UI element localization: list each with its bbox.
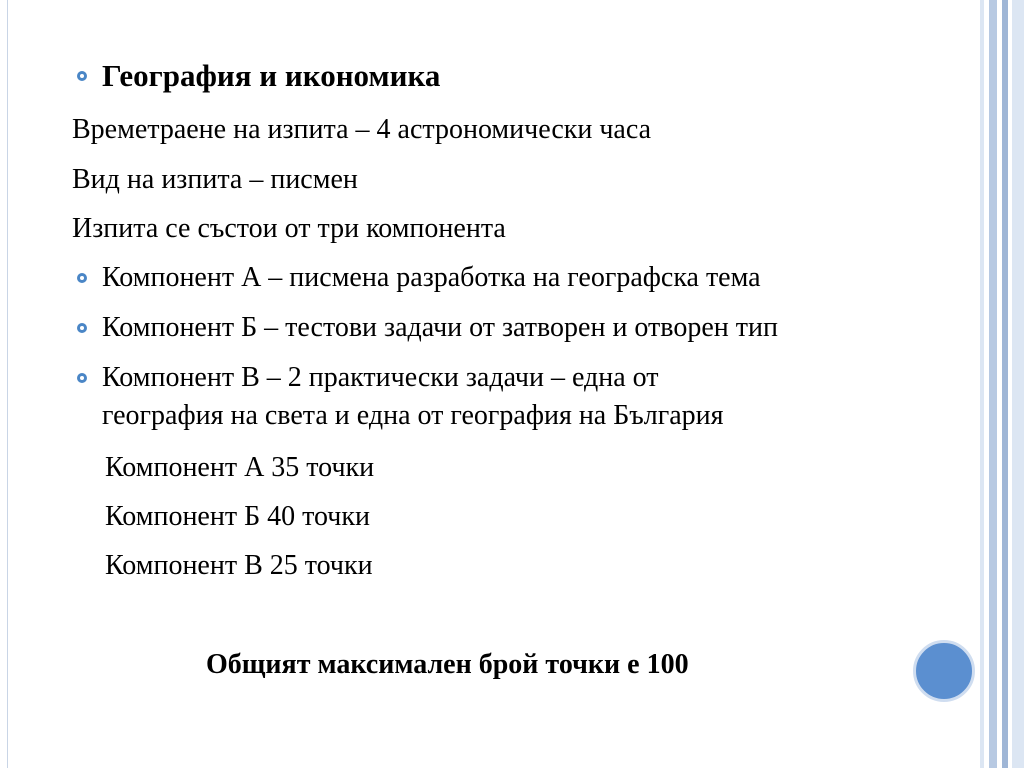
ring-bullet-icon (77, 323, 87, 333)
score-line: Компонент В 25 точки (105, 550, 373, 581)
text-line: Изпита се състои от три компонента (72, 213, 506, 244)
slide-title-row (72, 58, 440, 94)
stripe-light-2 (1012, 0, 1024, 768)
bullet-text: Компонент А – писмена разработка на географска тема (102, 262, 761, 293)
bullet-item (72, 310, 778, 346)
stripe-mid (989, 0, 997, 768)
ring-bullet-icon (77, 273, 87, 283)
stripe-dark (1002, 0, 1008, 768)
decorative-side-stripes (980, 0, 1024, 768)
ring-bullet-icon (77, 71, 87, 81)
text-line: Времетраене на изпита – 4 астрономически часа (72, 114, 652, 145)
stripe-light (980, 0, 984, 768)
total-points: Общият максимален брой точки е 100 (206, 649, 689, 680)
bullet-item (72, 260, 761, 296)
ring-bullet-icon (77, 373, 87, 383)
score-line: Компонент А 35 точки (105, 452, 375, 483)
bullet-text: Компонент В – 2 практически задачи – една от (102, 362, 659, 393)
bullet-item (72, 360, 659, 396)
bullet-continuation: география на света и една от география на България (102, 400, 724, 431)
bullet-text: Компонент Б – тестови задачи от затворен и отворен тип (102, 312, 778, 343)
slide-title: География и икономика (102, 58, 441, 93)
score-line: Компонент Б 40 точки (105, 501, 370, 532)
decorative-circle (913, 640, 975, 702)
text-line: Вид на изпита – писмен (72, 164, 358, 195)
